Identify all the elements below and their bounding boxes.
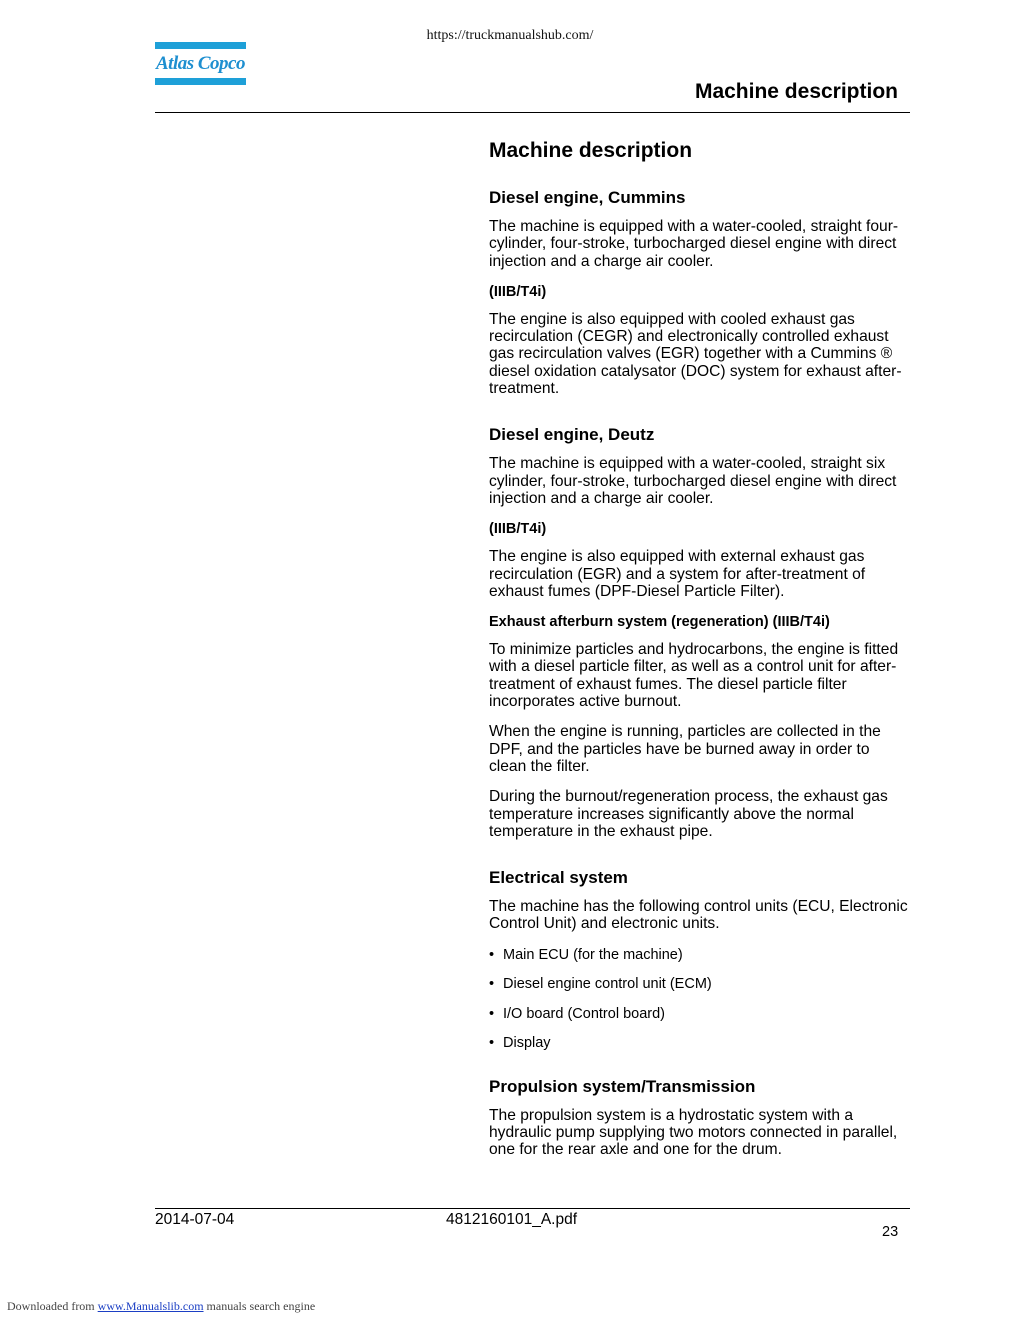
logo-wordmark: Atlas Copco [156,53,245,74]
logo-bar-top [155,42,246,49]
main-content [489,138,909,1172]
download-note [7,1299,315,1314]
footer-rule [155,1208,910,1209]
logo-bar-bottom [155,78,246,85]
bullet: • [489,976,495,993]
cummins-paragraph-2: The engine is also equipped with cooled exhaust gas recirculation (CEGR) and electronically controlled exhaust gas recirculation valves (EGR) together with a Cummins ® diesel oxidation catalysator (DOC) system for exhaust after-treatment. [489,310,902,398]
list-item-text: Main ECU (for the machine) [503,946,683,963]
list-item [489,975,909,993]
list-item-text: I/O board (Control board) [503,1005,665,1022]
atlas-copco-logo [155,42,246,85]
bullet: • [489,1005,495,1022]
deutz-paragraph-2: The engine is also equipped with external exhaust gas recirculation (EGR) and a system for after-treatment of exhaust fumes (DPF-Diesel Particle Filter). [489,548,866,600]
bullet: • [489,1035,495,1052]
deutz-subheading: (IIIB/T4i) [489,521,547,538]
section-heading-electrical: Electrical system [489,868,628,888]
section-heading-propulsion: Propulsion system/Transmission [489,1076,756,1096]
deutz-paragraph-5: During the burnout/regeneration process, the exhaust gas temperature increases significantly above the normal temperature in the exhaust pipe. [489,788,888,840]
download-prefix: Downloaded from [7,1299,95,1313]
page-number: 23 [882,1224,899,1240]
list-item [489,1034,909,1052]
deutz-paragraph-4: When the engine is running, particles are collected in the DPF, and the particles have be burned away in order to clean the filter. [489,723,881,775]
cummins-paragraph-1: The machine is equipped with a water-cooled, straight four-cylinder, four-stroke, turbocharged diesel engine with direct injection and a charge air cooler. [489,218,899,270]
manualslib-link[interactable]: www.Manualslib.com [97,1299,204,1313]
section-heading-deutz: Diesel engine, Deutz [489,425,655,445]
header-rule [155,112,910,113]
control-units-list [489,946,909,1053]
deutz-paragraph-1: The machine is equipped with a water-cooled, straight six cylinder, four-stroke, turbocharged diesel engine with direct injection and a charge air cooler. [489,455,897,507]
list-item-text: Display [503,1035,551,1052]
page-title: Machine description [489,139,693,162]
propulsion-paragraph-1: The propulsion system is a hydrostatic system with a hydraulic pump supplying two motors connected in parallel, one for the rear axle and one for the drum. [489,1106,898,1159]
download-suffix: manuals search engine [206,1299,316,1313]
list-item-text: Diesel engine control unit (ECM) [503,976,712,993]
top-url: https://truckmanualshub.com/ [426,28,594,43]
section-heading-cummins: Diesel engine, Cummins [489,188,686,207]
footer-filename: 4812160101_A.pdf [446,1211,578,1228]
list-item [489,946,909,964]
footer-date: 2014-07-04 [155,1211,235,1228]
cummins-subheading: (IIIB/T4i) [489,283,547,300]
deutz-paragraph-3: To minimize particles and hydrocarbons, the engine is fitted with a diesel particle filter, as well as a control unit for after-treatment of exhaust fumes. The diesel particle filter incorporates active burnout. [489,641,899,711]
header-title: Machine description [694,80,898,103]
electrical-paragraph-1: The machine has the following control units (ECU, Electronic Control Unit) and electronic units. [489,898,908,933]
deutz-subheading-afterburn: Exhaust afterburn system (regeneration) (IIIB/T4i) [489,614,830,631]
bullet: • [489,946,495,963]
list-item [489,1005,909,1023]
